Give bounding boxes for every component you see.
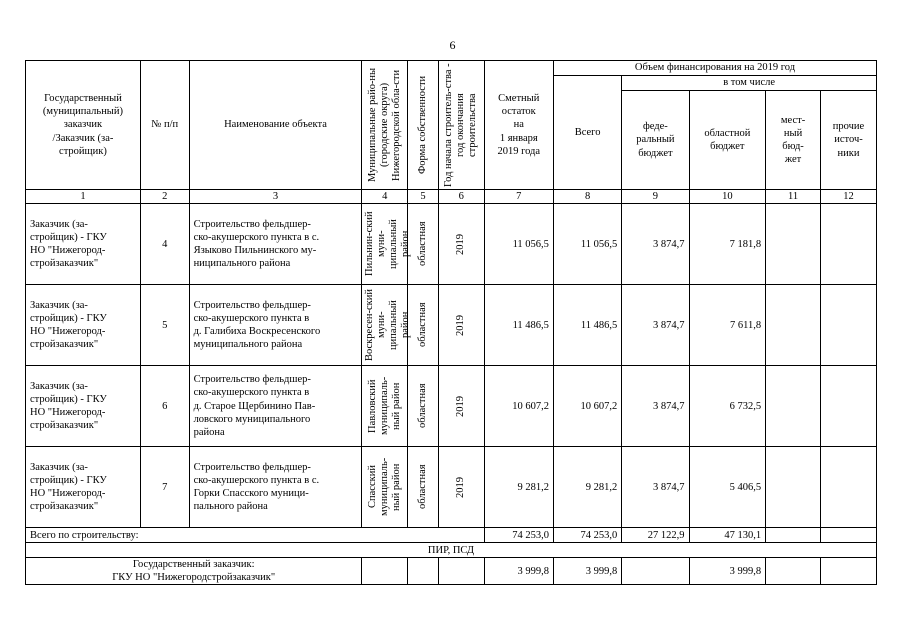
ownership-text: областная: [416, 464, 428, 510]
table-row: [26, 447, 877, 528]
customer-regional-cell: 3 999,8: [689, 558, 766, 585]
district-cell: [362, 285, 412, 366]
header-financing: Объем финансирования на 2019 год: [553, 61, 876, 76]
header-total: Всего: [553, 76, 621, 190]
year-cell: [439, 285, 485, 366]
column-number: 7: [484, 190, 553, 204]
column-number: 6: [439, 190, 485, 204]
header-other: прочие источ- ники: [820, 91, 876, 190]
total-balance-cell: 74 253,0: [484, 528, 553, 543]
regional-cell: 5 406,5: [689, 447, 766, 528]
federal-cell: 3 874,7: [622, 204, 689, 285]
table-row: [26, 285, 877, 366]
ownership-text: областная: [416, 221, 428, 267]
header-object-name: Наименование объекта: [189, 61, 362, 190]
local-cell: [766, 204, 821, 285]
total-cell: 11 486,5: [553, 285, 621, 366]
section-row: [26, 543, 877, 558]
balance-cell: 10 607,2: [484, 366, 553, 447]
section-title: ПИР, ПСД: [26, 543, 877, 558]
header-local: мест- ный бюд- жет: [766, 91, 821, 190]
total-federal-cell: 27 122,9: [622, 528, 689, 543]
header-federal: феде- ральный бюджет: [622, 91, 689, 190]
total-cell: 9 281,2: [553, 447, 621, 528]
total-sum-cell: 74 253,0: [553, 528, 621, 543]
district-cell: [362, 447, 408, 528]
total-cell: 10 607,2: [553, 366, 621, 447]
district-text: Спасский муниципаль-ный район: [366, 457, 402, 517]
total-label: Всего по строительству:: [26, 528, 485, 543]
header-years: [439, 61, 485, 190]
local-cell: [766, 447, 821, 528]
object-name-cell: Строительство фельдшер- ско-акушерского пункта в с. Горки Спасского муници- пального района: [189, 447, 362, 528]
header-ownership-text: Форма собственности: [416, 75, 428, 175]
column-number: 10: [689, 190, 766, 204]
column-number: 5: [407, 190, 438, 204]
total-cell: 11 056,5: [553, 204, 621, 285]
header-district: [362, 61, 408, 190]
customer-cell: Заказчик (за- стройщик) - ГКУ НО "Нижегород- стройзаказчик": [26, 204, 141, 285]
customer-total-cell: 3 999,8: [553, 558, 621, 585]
balance-cell: 11 056,5: [484, 204, 553, 285]
customer-cell: Заказчик (за- стройщик) - ГКУ НО "Нижегород- стройзаказчик": [26, 447, 141, 528]
header-district-text: Муниципальные райо-ны (городские округа) Нижегородской обла-сти: [366, 67, 402, 183]
column-number: 9: [622, 190, 689, 204]
year-text: 2019: [455, 314, 467, 336]
column-number: 1: [26, 190, 141, 204]
header-number: № п/п: [140, 61, 189, 190]
district-cell: [362, 366, 408, 447]
customer-local-cell: [766, 558, 821, 585]
district-text: Воскресен-ский муни-ципальный район: [364, 289, 412, 362]
table-row: [26, 204, 877, 285]
district-text: Павловский муниципаль-ный район: [366, 376, 402, 436]
row-number-cell: 6: [140, 366, 189, 447]
other-cell: [820, 204, 876, 285]
customer-balance-cell: 3 999,8: [484, 558, 553, 585]
ownership-text: областная: [416, 302, 428, 348]
ownership-cell: [407, 366, 438, 447]
total-local-cell: [766, 528, 821, 543]
customer-ownership-cell: [407, 558, 438, 585]
balance-cell: 11 486,5: [484, 285, 553, 366]
year-cell: [439, 204, 485, 285]
other-cell: [820, 366, 876, 447]
total-other-cell: [820, 528, 876, 543]
customer-row: [26, 558, 877, 585]
header-ownership: [407, 61, 438, 190]
customer-year-cell: [439, 558, 485, 585]
header-regional: областной бюджет: [689, 91, 766, 190]
local-cell: [766, 366, 821, 447]
regional-cell: 7 611,8: [689, 285, 766, 366]
total-row: [26, 528, 877, 543]
customer-district-cell: [362, 558, 408, 585]
year-text: 2019: [455, 476, 467, 498]
column-number: 4: [362, 190, 408, 204]
column-number: 12: [820, 190, 876, 204]
balance-cell: 9 281,2: [484, 447, 553, 528]
header-balance: Сметный остаток на 1 января 2019 года: [484, 61, 553, 190]
column-number: 11: [766, 190, 821, 204]
district-text: Пильнин-ский муни-ципальный район: [364, 211, 412, 277]
object-name-cell: Строительство фельдшер- ско-акушерского пункта в с. Языково Пильнинского му- ниципального района: [189, 204, 362, 285]
local-cell: [766, 285, 821, 366]
year-cell: [439, 447, 485, 528]
customer-cell: Заказчик (за- стройщик) - ГКУ НО "Нижегород- стройзаказчик": [26, 285, 141, 366]
header-including: в том числе: [622, 76, 877, 91]
column-numbers-row: [26, 190, 877, 204]
column-number: 2: [140, 190, 189, 204]
federal-cell: 3 874,7: [622, 285, 689, 366]
customer-other-cell: [820, 558, 876, 585]
other-cell: [820, 285, 876, 366]
federal-cell: 3 874,7: [622, 447, 689, 528]
year-text: 2019: [455, 395, 467, 417]
table-row: [26, 366, 877, 447]
ownership-cell: [407, 447, 438, 528]
page-number: 6: [449, 38, 456, 52]
header-customer: Государственный (муниципальный) заказчик /Заказчик (за- стройщик): [26, 61, 141, 190]
year-cell: [439, 366, 485, 447]
other-cell: [820, 447, 876, 528]
year-text: 2019: [455, 233, 467, 255]
regional-cell: 6 732,5: [689, 366, 766, 447]
header-row-1: [26, 61, 877, 76]
district-cell: [362, 204, 412, 285]
ownership-text: областная: [416, 383, 428, 429]
regional-cell: 7 181,8: [689, 204, 766, 285]
customer-cell: Заказчик (за- стройщик) - ГКУ НО "Нижегород- стройзаказчик": [26, 366, 141, 447]
header-years-text: Год начала строитель-ства - год окончания строительства: [443, 63, 479, 187]
customer-label: Государственный заказчик: ГКУ НО "Нижегородстройзаказчик": [26, 558, 362, 585]
customer-federal-cell: [622, 558, 689, 585]
row-number-cell: 5: [140, 285, 189, 366]
row-number-cell: 4: [140, 204, 189, 285]
federal-cell: 3 874,7: [622, 366, 689, 447]
financing-table: [25, 60, 877, 585]
total-regional-cell: 47 130,1: [689, 528, 766, 543]
column-number: 8: [553, 190, 621, 204]
column-number: 3: [189, 190, 362, 204]
object-name-cell: Строительство фельдшер- ско-акушерского пункта в д. Старое Щербинино Пав- ловского муниципального района: [189, 366, 362, 447]
object-name-cell: Строительство фельдшер- ско-акушерского пункта в д. Галибиха Воскресенского муниципального района: [189, 285, 362, 366]
row-number-cell: 7: [140, 447, 189, 528]
